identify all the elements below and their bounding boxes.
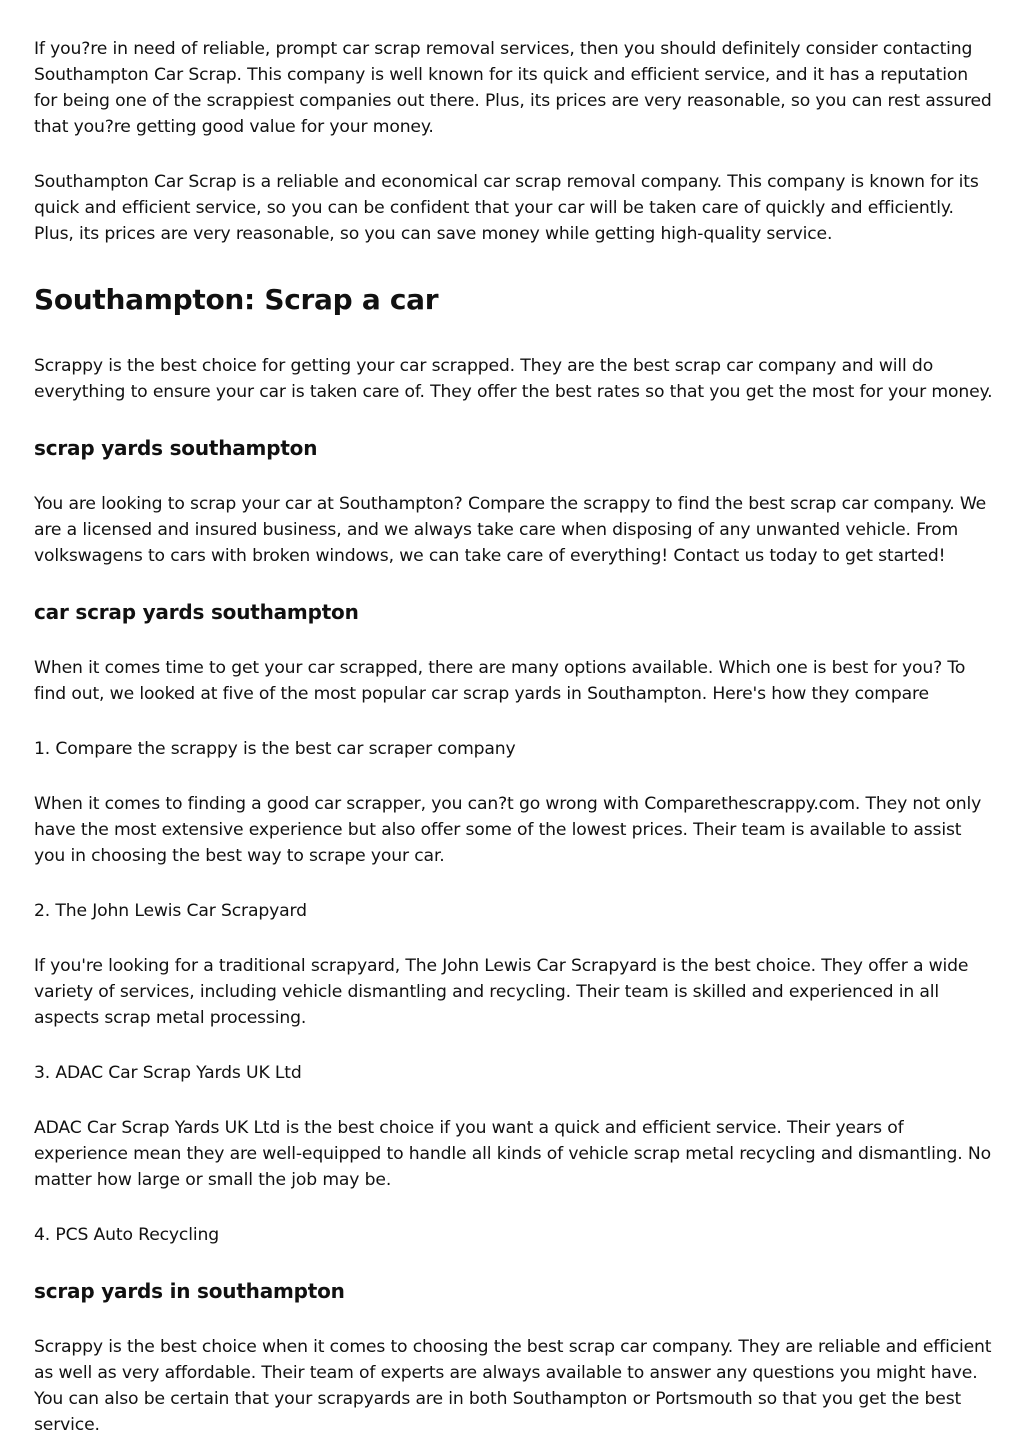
section-heading-scrap-yards: scrap yards southampton	[34, 436, 318, 460]
intro-paragraph: If you?re in need of reliable, prompt car scrap removal services, then you should definitely consider contacting Southampton Car Scrap. This company is well known for its quick and efficient service, and it has a reputation for being one of the scrappiest companies out there. Plus, its prices are very reasonable, so you can rest assured that you?re getting good value for your money.	[34, 39, 992, 137]
company-paragraph: Southampton Car Scrap is a reliable and economical car scrap removal company. This company is known for its quick and efficient service, so you can be confident that your car will be taken care of quickly and efficiently. Plus, its prices are very reasonable, so you can save money while getting high-quality service.	[34, 172, 979, 244]
list-item-text: ADAC Car Scrap Yards UK Ltd is the best choice if you want a quick and efficient service. Their years of experience mean they are well-equipped to handle all kinds of vehicle scrap metal recycling and dismantling. No matter how large or small the job may be.	[34, 1118, 992, 1190]
list-item-text: If you're looking for a traditional scrapyard, The John Lewis Car Scrapyard is the best choice. They offer a wide variety of services, including vehicle dismantling and recycling. Their team is skilled and experienced in all aspects scrap metal processing.	[34, 956, 969, 1028]
closing-paragraph: Scrappy is the best choice when it comes to choosing the best scrap car company. They are reliable and efficient as well as very affordable. Their team of experts are always available to answer any questions you might have. You can also be certain that your scrapyards are in both Southampton or Portsmouth so that you get the best service.	[34, 1337, 992, 1435]
scrap-yards-paragraph: You are looking to scrap your car at Southampton? Compare the scrappy to find the best scrap car company. We are a licensed and insured business, and we always take care when disposing of any unwanted vehicle. From volkswagens to cars with broken windows, we can take care of everything! Contact us today to get started!	[34, 494, 987, 566]
list-item-title: 4. PCS Auto Recycling	[34, 1225, 219, 1245]
section-heading-scrap-yards-in: scrap yards in southampton	[34, 1279, 345, 1303]
list-item-title: 1. Compare the scrappy is the best car scraper company	[34, 739, 516, 759]
list-item-text: When it comes to finding a good car scrapper, you can?t go wrong with Comparethescrappy.com. They not only have the most extensive experience but also offer some of the lowest prices. Their team is available to assist you in choosing the best way to scrape your car.	[34, 794, 982, 866]
comparison-intro-paragraph: When it comes time to get your car scrapped, there are many options available. Which one is best for you? To find out, we looked at five of the most popular car scrap yards in Southampton. Here's how they compare	[34, 658, 966, 704]
list-item-title: 3. ADAC Car Scrap Yards UK Ltd	[34, 1063, 302, 1083]
main-heading: Southampton: Scrap a car	[34, 283, 439, 316]
scrappy-paragraph: Scrappy is the best choice for getting your car scrapped. They are the best scrap car company and will do everything to ensure your car is taken care of. They offer the best rates so that you get the most for your money.	[34, 356, 993, 402]
section-heading-car-scrap-yards: car scrap yards southampton	[34, 600, 359, 624]
document-page	[34, 36, 996, 1438]
list-item-title: 2. The John Lewis Car Scrapyard	[34, 901, 307, 921]
